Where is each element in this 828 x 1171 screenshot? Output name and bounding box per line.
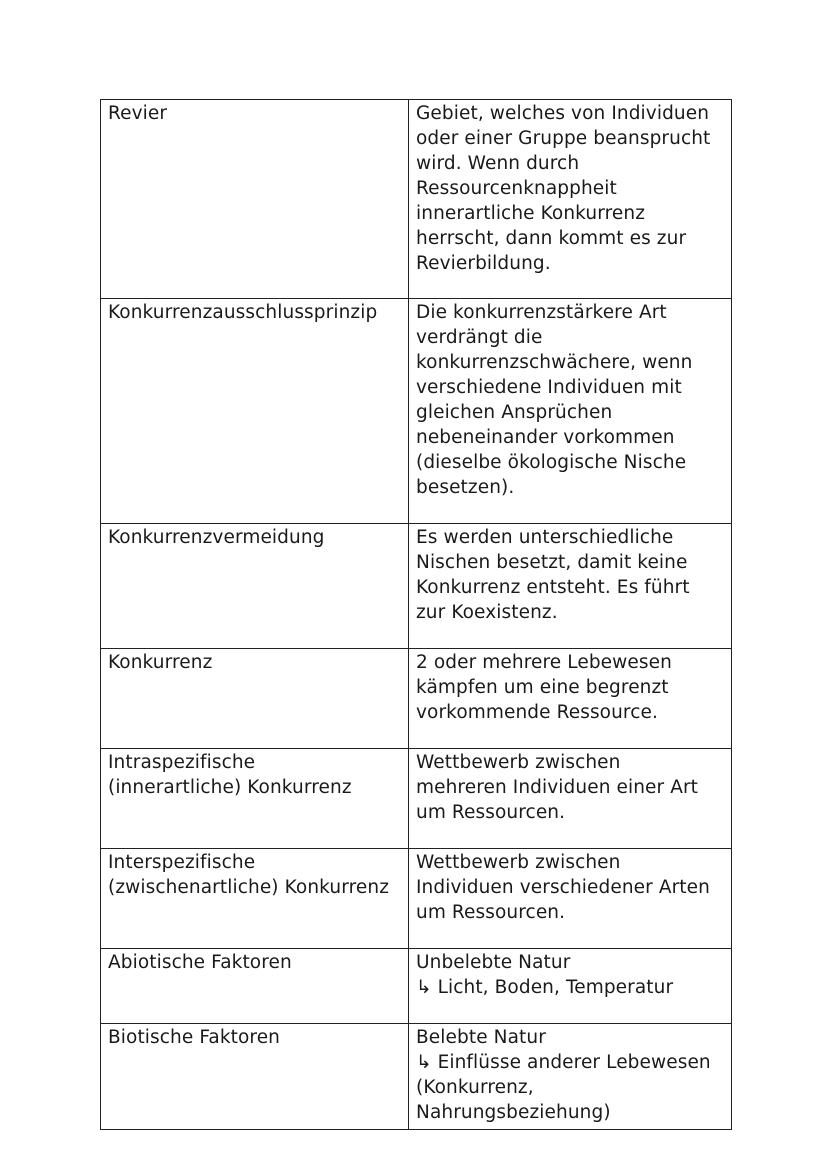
term-text: Revier (108, 103, 168, 124)
definition-line: zur Koexistenz. (416, 602, 558, 623)
term-cell (101, 524, 409, 649)
term-text: Biotische Faktoren (108, 1027, 281, 1048)
term-cell (101, 849, 409, 949)
table-row (101, 299, 732, 524)
definition-line: Nahrungsbeziehung) (416, 1102, 611, 1123)
glossary-table (100, 99, 732, 1130)
term-text: Konkurrenzvermeidung (108, 527, 325, 548)
definition-line: Ressourcenknappheit (416, 178, 617, 199)
term-text: Konkurrenzausschlussprinzip (108, 302, 378, 323)
definition-line: verschiedene Individuen mit (416, 377, 682, 398)
definition-line: nebeneinander vorkommen (416, 427, 675, 448)
definition-line: 2 oder mehrere Lebewesen (416, 652, 672, 673)
definition-cell (409, 649, 732, 749)
table-row (101, 749, 732, 849)
table-row (101, 100, 732, 299)
definition-line: vorkommende Ressource. (416, 702, 658, 723)
definition-line: besetzen). (416, 477, 515, 498)
definition-line: Die konkurrenzstärkere Art (416, 302, 667, 323)
definition-line: ↳ Einflüsse anderer Lebewesen (416, 1052, 711, 1073)
definition-line: Wettbewerb zwischen (416, 752, 621, 773)
definition-line: oder einer Gruppe beansprucht (416, 128, 711, 149)
term-cell (101, 1024, 409, 1130)
definition-line: Belebte Natur (416, 1027, 546, 1048)
definition-line: Unbelebte Natur (416, 952, 571, 973)
definition-cell (409, 524, 732, 649)
table-row (101, 949, 732, 1024)
definition-line: wird. Wenn durch (416, 153, 580, 174)
definition-line: Wettbewerb zwischen (416, 852, 621, 873)
definition-cell (409, 849, 732, 949)
definition-line: Nischen besetzt, damit keine (416, 552, 688, 573)
definition-cell (409, 1024, 732, 1130)
definition-cell (409, 100, 732, 299)
definition-line: ↳ Licht, Boden, Temperatur (416, 977, 674, 998)
table-row (101, 649, 732, 749)
term-text: Intraspezifische (108, 752, 256, 773)
definition-cell (409, 299, 732, 524)
definition-line: um Ressourcen. (416, 802, 566, 823)
definition-line: konkurrenzschwächere, wenn (416, 352, 693, 373)
table-row (101, 524, 732, 649)
definition-line: verdrängt die (416, 327, 543, 348)
definition-line: (Konkurrenz, (416, 1077, 534, 1098)
term-text: (zwischenartliche) Konkurrenz (108, 877, 390, 898)
term-cell (101, 749, 409, 849)
term-text: Abiotische Faktoren (108, 952, 292, 973)
definition-line: herrscht, dann kommt es zur (416, 228, 687, 249)
definition-line: kämpfen um eine begrenzt (416, 677, 669, 698)
definition-line: Konkurrenz entsteht. Es führt (416, 577, 690, 598)
definition-line: Es werden unterschiedliche (416, 527, 674, 548)
definition-line: um Ressourcen. (416, 902, 566, 923)
term-text: Konkurrenz (108, 652, 213, 673)
term-cell (101, 649, 409, 749)
definition-line: gleichen Ansprüchen (416, 402, 613, 423)
definition-line: innerartliche Konkurrenz (416, 203, 646, 224)
definition-line: Gebiet, welches von Individuen (416, 103, 710, 124)
term-text: (innerartliche) Konkurrenz (108, 777, 352, 798)
definition-line: Revierbildung. (416, 253, 551, 274)
term-cell (101, 100, 409, 299)
term-cell (101, 299, 409, 524)
definition-line: Individuen verschiedener Arten (416, 877, 710, 898)
definition-line: (dieselbe ökologische Nische (416, 452, 687, 473)
term-cell (101, 949, 409, 1024)
definition-cell (409, 749, 732, 849)
definition-line: mehreren Individuen einer Art (416, 777, 699, 798)
table-row (101, 1024, 732, 1130)
table-row (101, 849, 732, 949)
term-text: Interspezifische (108, 852, 256, 873)
definition-cell (409, 949, 732, 1024)
